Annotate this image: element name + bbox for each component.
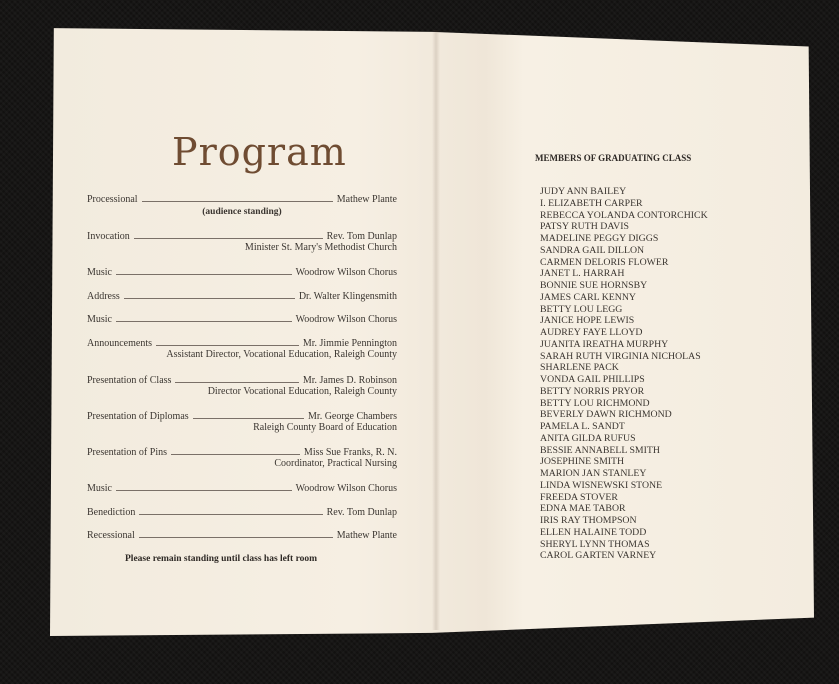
- entry-label: Recessional: [87, 530, 135, 541]
- graduate-name: JUDY ANN BAILEY: [540, 186, 627, 197]
- entry-label: Presentation of Class: [87, 375, 172, 386]
- program-entry-music-1: [87, 267, 397, 278]
- entry-name: Rev. Tom Dunlap: [326, 231, 397, 242]
- entry-name: Woodrow Wilson Chorus: [295, 314, 397, 325]
- leader-line: [175, 382, 298, 383]
- graduate-name: BEVERLY DAWN RICHMOND: [540, 409, 672, 421]
- program-entry-announcements: [87, 338, 397, 360]
- graduate-name: MARION JAN STANLEY: [540, 468, 647, 479]
- closing-note: Please remain standing until class has left room: [125, 554, 318, 564]
- program-entry-processional: [87, 194, 397, 217]
- center-fold: [432, 30, 440, 630]
- entry-name: Miss Sue Franks, R. N.: [303, 447, 397, 458]
- graduate-name: BETTY LOU RICHMOND: [540, 397, 650, 409]
- graduate-name: FREEDA STOVER: [540, 491, 618, 503]
- leader-line: [116, 321, 292, 322]
- graduate-name: JOSEPHINE SMITH: [540, 456, 625, 468]
- leader-line: [124, 298, 295, 299]
- program-title: Program: [172, 130, 347, 174]
- entry-name: Woodrow Wilson Chorus: [295, 483, 397, 494]
- entry-note: Minister St. Mary's Methodist Church: [244, 242, 397, 253]
- entry-note: Director Vocational Education, Raleigh County: [207, 386, 397, 397]
- graduate-name: PAMELA L. SANDT: [540, 421, 625, 432]
- entry-name: Rev. Tom Dunlap: [326, 507, 397, 518]
- graduate-name: MADELINE PEGGY DIGGS: [540, 233, 659, 244]
- entry-note: Coordinator, Practical Nursing: [274, 458, 397, 469]
- entry-name: Woodrow Wilson Chorus: [295, 267, 397, 278]
- entry-label: Address: [87, 291, 120, 302]
- entry-name: Mathew Plante: [336, 194, 397, 205]
- leader-line: [171, 454, 300, 455]
- graduate-name: SANDRA GAIL DILLON: [540, 244, 645, 256]
- program-entry-recessional: [87, 530, 397, 541]
- graduate-name: SHERYL LYNN THOMAS: [540, 538, 650, 550]
- graduate-name: LINDA WISNEWSKI STONE: [540, 479, 663, 491]
- graduate-name: EDNA MAE TABOR: [540, 503, 626, 515]
- leader-line: [139, 537, 333, 538]
- program-entry-music-2: [87, 314, 397, 325]
- graduate-name: JAMES CARL KENNY: [540, 291, 636, 303]
- program-entry-benediction: [87, 507, 397, 518]
- entry-label: Benediction: [87, 507, 136, 518]
- entry-note: (audience standing): [202, 207, 282, 217]
- graduate-name: CARMEN DELORIS FLOWER: [540, 256, 669, 268]
- program-entry-presentation-of-pins: [87, 447, 397, 469]
- entry-label: Processional: [87, 194, 138, 205]
- graduate-name: JANET L. HARRAH: [540, 268, 625, 280]
- entry-label: Presentation of Diplomas: [87, 411, 189, 422]
- graduate-name: BONNIE SUE HORNSBY: [540, 280, 648, 291]
- graduate-name: AUDREY FAYE LLOYD: [540, 327, 643, 338]
- leader-line: [134, 238, 323, 239]
- graduate-name: VONDA GAIL PHILLIPS: [540, 374, 645, 385]
- graduate-name: SARAH RUTH VIRGINIA NICHOLAS: [540, 350, 701, 362]
- entry-name: Mathew Plante: [336, 530, 397, 541]
- graduate-name: SHARLENE PACK: [540, 362, 619, 374]
- program-entry-music-3: [87, 483, 397, 494]
- leader-line: [116, 490, 292, 491]
- graduate-name: REBECCA YOLANDA CONTORCHICK: [540, 209, 708, 221]
- entry-label: Presentation of Pins: [87, 447, 167, 458]
- leader-line: [139, 514, 322, 515]
- graduate-name: JUANITA IREATHA MURPHY: [540, 338, 669, 350]
- entry-name: Mr. Jimmie Pennington: [302, 338, 397, 349]
- entry-note: Raleigh County Board of Education: [253, 422, 397, 433]
- entry-label: Announcements: [87, 338, 152, 349]
- entry-note: Assistant Director, Vocational Education, Raleigh County: [166, 349, 397, 360]
- entry-label: Invocation: [87, 231, 130, 242]
- leader-line: [193, 418, 304, 419]
- graduate-name: CAROL GARTEN VARNEY: [540, 550, 657, 562]
- leader-line: [156, 345, 299, 346]
- graduate-name: BESSIE ANNABELL SMITH: [540, 444, 660, 456]
- entry-label: Music: [87, 267, 112, 278]
- leader-line: [142, 201, 333, 202]
- graduate-name: PATSY RUTH DAVIS: [540, 221, 629, 233]
- graduate-name: ANITA GILDA RUFUS: [540, 432, 636, 444]
- program-entry-invocation: [87, 231, 397, 253]
- entry-name: Mr. George Chambers: [308, 411, 397, 422]
- graduate-name: ELLEN HALAINE TODD: [540, 526, 647, 538]
- entry-name: Mr. James D. Robinson: [302, 375, 397, 386]
- graduates-heading: MEMBERS OF GRADUATING CLASS: [535, 153, 692, 163]
- graduates-list: [540, 186, 708, 562]
- entry-label: Music: [87, 314, 112, 325]
- graduate-name: I. ELIZABETH CARPER: [540, 197, 643, 209]
- program-entry-presentation-of-class: [87, 375, 397, 397]
- program-entry-address: [87, 291, 397, 302]
- graduate-name: BETTY LOU LEGG: [540, 303, 623, 315]
- entry-label: Music: [87, 483, 112, 494]
- program-entry-presentation-of-diplomas: [87, 411, 397, 433]
- leader-line: [116, 274, 292, 275]
- graduate-name: IRIS RAY THOMPSON: [540, 515, 637, 526]
- entry-name: Dr. Walter Klingensmith: [298, 291, 397, 302]
- graduate-name: BETTY NORRIS PRYOR: [540, 385, 645, 397]
- graduate-name: JANICE HOPE LEWIS: [540, 315, 635, 327]
